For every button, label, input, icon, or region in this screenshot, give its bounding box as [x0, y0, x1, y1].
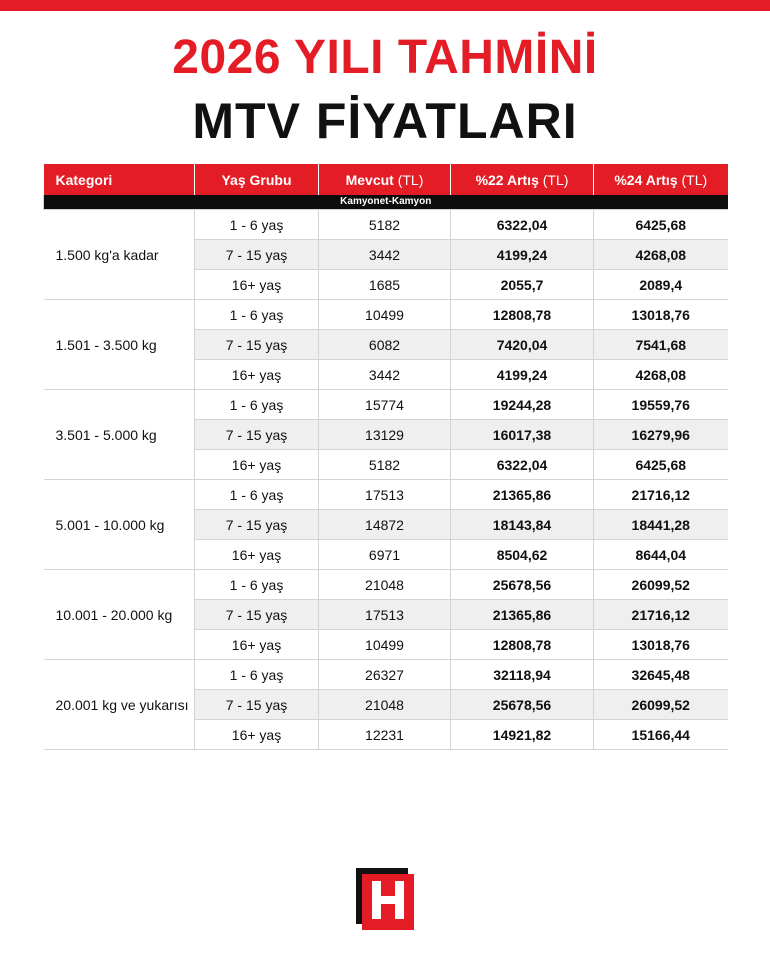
increase-24-cell: 6425,68	[594, 450, 728, 480]
increase-22-cell: 21365,86	[451, 480, 594, 510]
age-group-cell: 1 - 6 yaş	[195, 570, 319, 600]
increase-22-cell: 8504,62	[451, 540, 594, 570]
current-price-cell: 21048	[319, 690, 451, 720]
current-price-cell: 15774	[319, 390, 451, 420]
current-price-cell: 12231	[319, 720, 451, 750]
increase-24-cell: 2089,4	[594, 270, 728, 300]
current-price-cell: 14872	[319, 510, 451, 540]
current-price-cell: 3442	[319, 360, 451, 390]
current-price-cell: 3442	[319, 240, 451, 270]
increase-24-cell: 13018,76	[594, 630, 728, 660]
increase-24-cell: 7541,68	[594, 330, 728, 360]
increase-22-cell: 21365,86	[451, 600, 594, 630]
table-row	[44, 300, 728, 330]
increase-22-cell: 25678,56	[451, 690, 594, 720]
increase-22-cell: 12808,78	[451, 300, 594, 330]
current-price-cell: 13129	[319, 420, 451, 450]
increase-24-cell: 26099,52	[594, 690, 728, 720]
age-group-cell: 7 - 15 yaş	[195, 420, 319, 450]
age-group-cell: 16+ yaş	[195, 540, 319, 570]
increase-24-cell: 4268,08	[594, 240, 728, 270]
category-cell: 5.001 - 10.000 kg	[44, 480, 195, 570]
table-header-row	[44, 164, 728, 195]
age-group-cell: 7 - 15 yaş	[195, 330, 319, 360]
current-price-cell: 6971	[319, 540, 451, 570]
increase-24-cell: 21716,12	[594, 480, 728, 510]
current-price-cell: 10499	[319, 300, 451, 330]
category-cell: 10.001 - 20.000 kg	[44, 570, 195, 660]
age-group-cell: 1 - 6 yaş	[195, 390, 319, 420]
current-price-cell: 26327	[319, 660, 451, 690]
page-title-line2: MTV FİYATLARI	[192, 93, 578, 149]
age-group-cell: 7 - 15 yaş	[195, 600, 319, 630]
increase-24-cell: 18441,28	[594, 510, 728, 540]
top-accent-bar	[0, 0, 770, 11]
current-price-cell: 10499	[319, 630, 451, 660]
age-group-cell: 16+ yaş	[195, 360, 319, 390]
mtv-price-table	[43, 164, 728, 750]
current-price-cell: 17513	[319, 600, 451, 630]
increase-22-cell: 19244,28	[451, 390, 594, 420]
age-group-cell: 7 - 15 yaş	[195, 240, 319, 270]
table-row	[44, 210, 728, 240]
age-group-cell: 1 - 6 yaş	[195, 480, 319, 510]
section-header-row	[44, 195, 728, 210]
increase-22-cell: 25678,56	[451, 570, 594, 600]
age-group-cell: 1 - 6 yaş	[195, 660, 319, 690]
increase-22-cell: 7420,04	[451, 330, 594, 360]
section-label: Kamyonet-Kamyon	[44, 195, 728, 210]
table-row	[44, 660, 728, 690]
column-header-current: Mevcut (TL)	[319, 164, 451, 195]
column-header-category: Kategori	[44, 164, 195, 195]
table-row	[44, 390, 728, 420]
age-group-cell: 16+ yaş	[195, 270, 319, 300]
current-price-cell: 5182	[319, 450, 451, 480]
table-row	[44, 480, 728, 510]
category-cell: 1.501 - 3.500 kg	[44, 300, 195, 390]
increase-24-cell: 16279,96	[594, 420, 728, 450]
increase-24-cell: 26099,52	[594, 570, 728, 600]
increase-22-cell: 32118,94	[451, 660, 594, 690]
age-group-cell: 16+ yaş	[195, 630, 319, 660]
increase-24-cell: 15166,44	[594, 720, 728, 750]
increase-22-cell: 18143,84	[451, 510, 594, 540]
increase-24-cell: 8644,04	[594, 540, 728, 570]
category-cell: 3.501 - 5.000 kg	[44, 390, 195, 480]
age-group-cell: 16+ yaş	[195, 450, 319, 480]
increase-22-cell: 14921,82	[451, 720, 594, 750]
increase-24-cell: 19559,76	[594, 390, 728, 420]
current-price-cell: 1685	[319, 270, 451, 300]
table-row	[44, 570, 728, 600]
age-group-cell: 7 - 15 yaş	[195, 510, 319, 540]
increase-24-cell: 6425,68	[594, 210, 728, 240]
increase-24-cell: 21716,12	[594, 600, 728, 630]
h-logo-icon	[356, 868, 414, 930]
increase-24-cell: 13018,76	[594, 300, 728, 330]
category-cell: 20.001 kg ve yukarısı	[44, 660, 195, 750]
age-group-cell: 1 - 6 yaş	[195, 210, 319, 240]
increase-22-cell: 2055,7	[451, 270, 594, 300]
increase-24-cell: 32645,48	[594, 660, 728, 690]
column-header-increase-24: %24 Artış (TL)	[594, 164, 728, 195]
category-cell: 1.500 kg'a kadar	[44, 210, 195, 300]
page-title-line1: 2026 YILI TAHMİNİ	[172, 31, 598, 84]
increase-22-cell: 6322,04	[451, 450, 594, 480]
column-header-increase-22: %22 Artış (TL)	[451, 164, 594, 195]
current-price-cell: 5182	[319, 210, 451, 240]
age-group-cell: 1 - 6 yaş	[195, 300, 319, 330]
current-price-cell: 6082	[319, 330, 451, 360]
increase-22-cell: 16017,38	[451, 420, 594, 450]
age-group-cell: 16+ yaş	[195, 720, 319, 750]
increase-24-cell: 4268,08	[594, 360, 728, 390]
current-price-cell: 17513	[319, 480, 451, 510]
column-header-age-group: Yaş Grubu	[195, 164, 319, 195]
age-group-cell: 7 - 15 yaş	[195, 690, 319, 720]
increase-22-cell: 6322,04	[451, 210, 594, 240]
current-price-cell: 21048	[319, 570, 451, 600]
increase-22-cell: 4199,24	[451, 360, 594, 390]
increase-22-cell: 12808,78	[451, 630, 594, 660]
increase-22-cell: 4199,24	[451, 240, 594, 270]
